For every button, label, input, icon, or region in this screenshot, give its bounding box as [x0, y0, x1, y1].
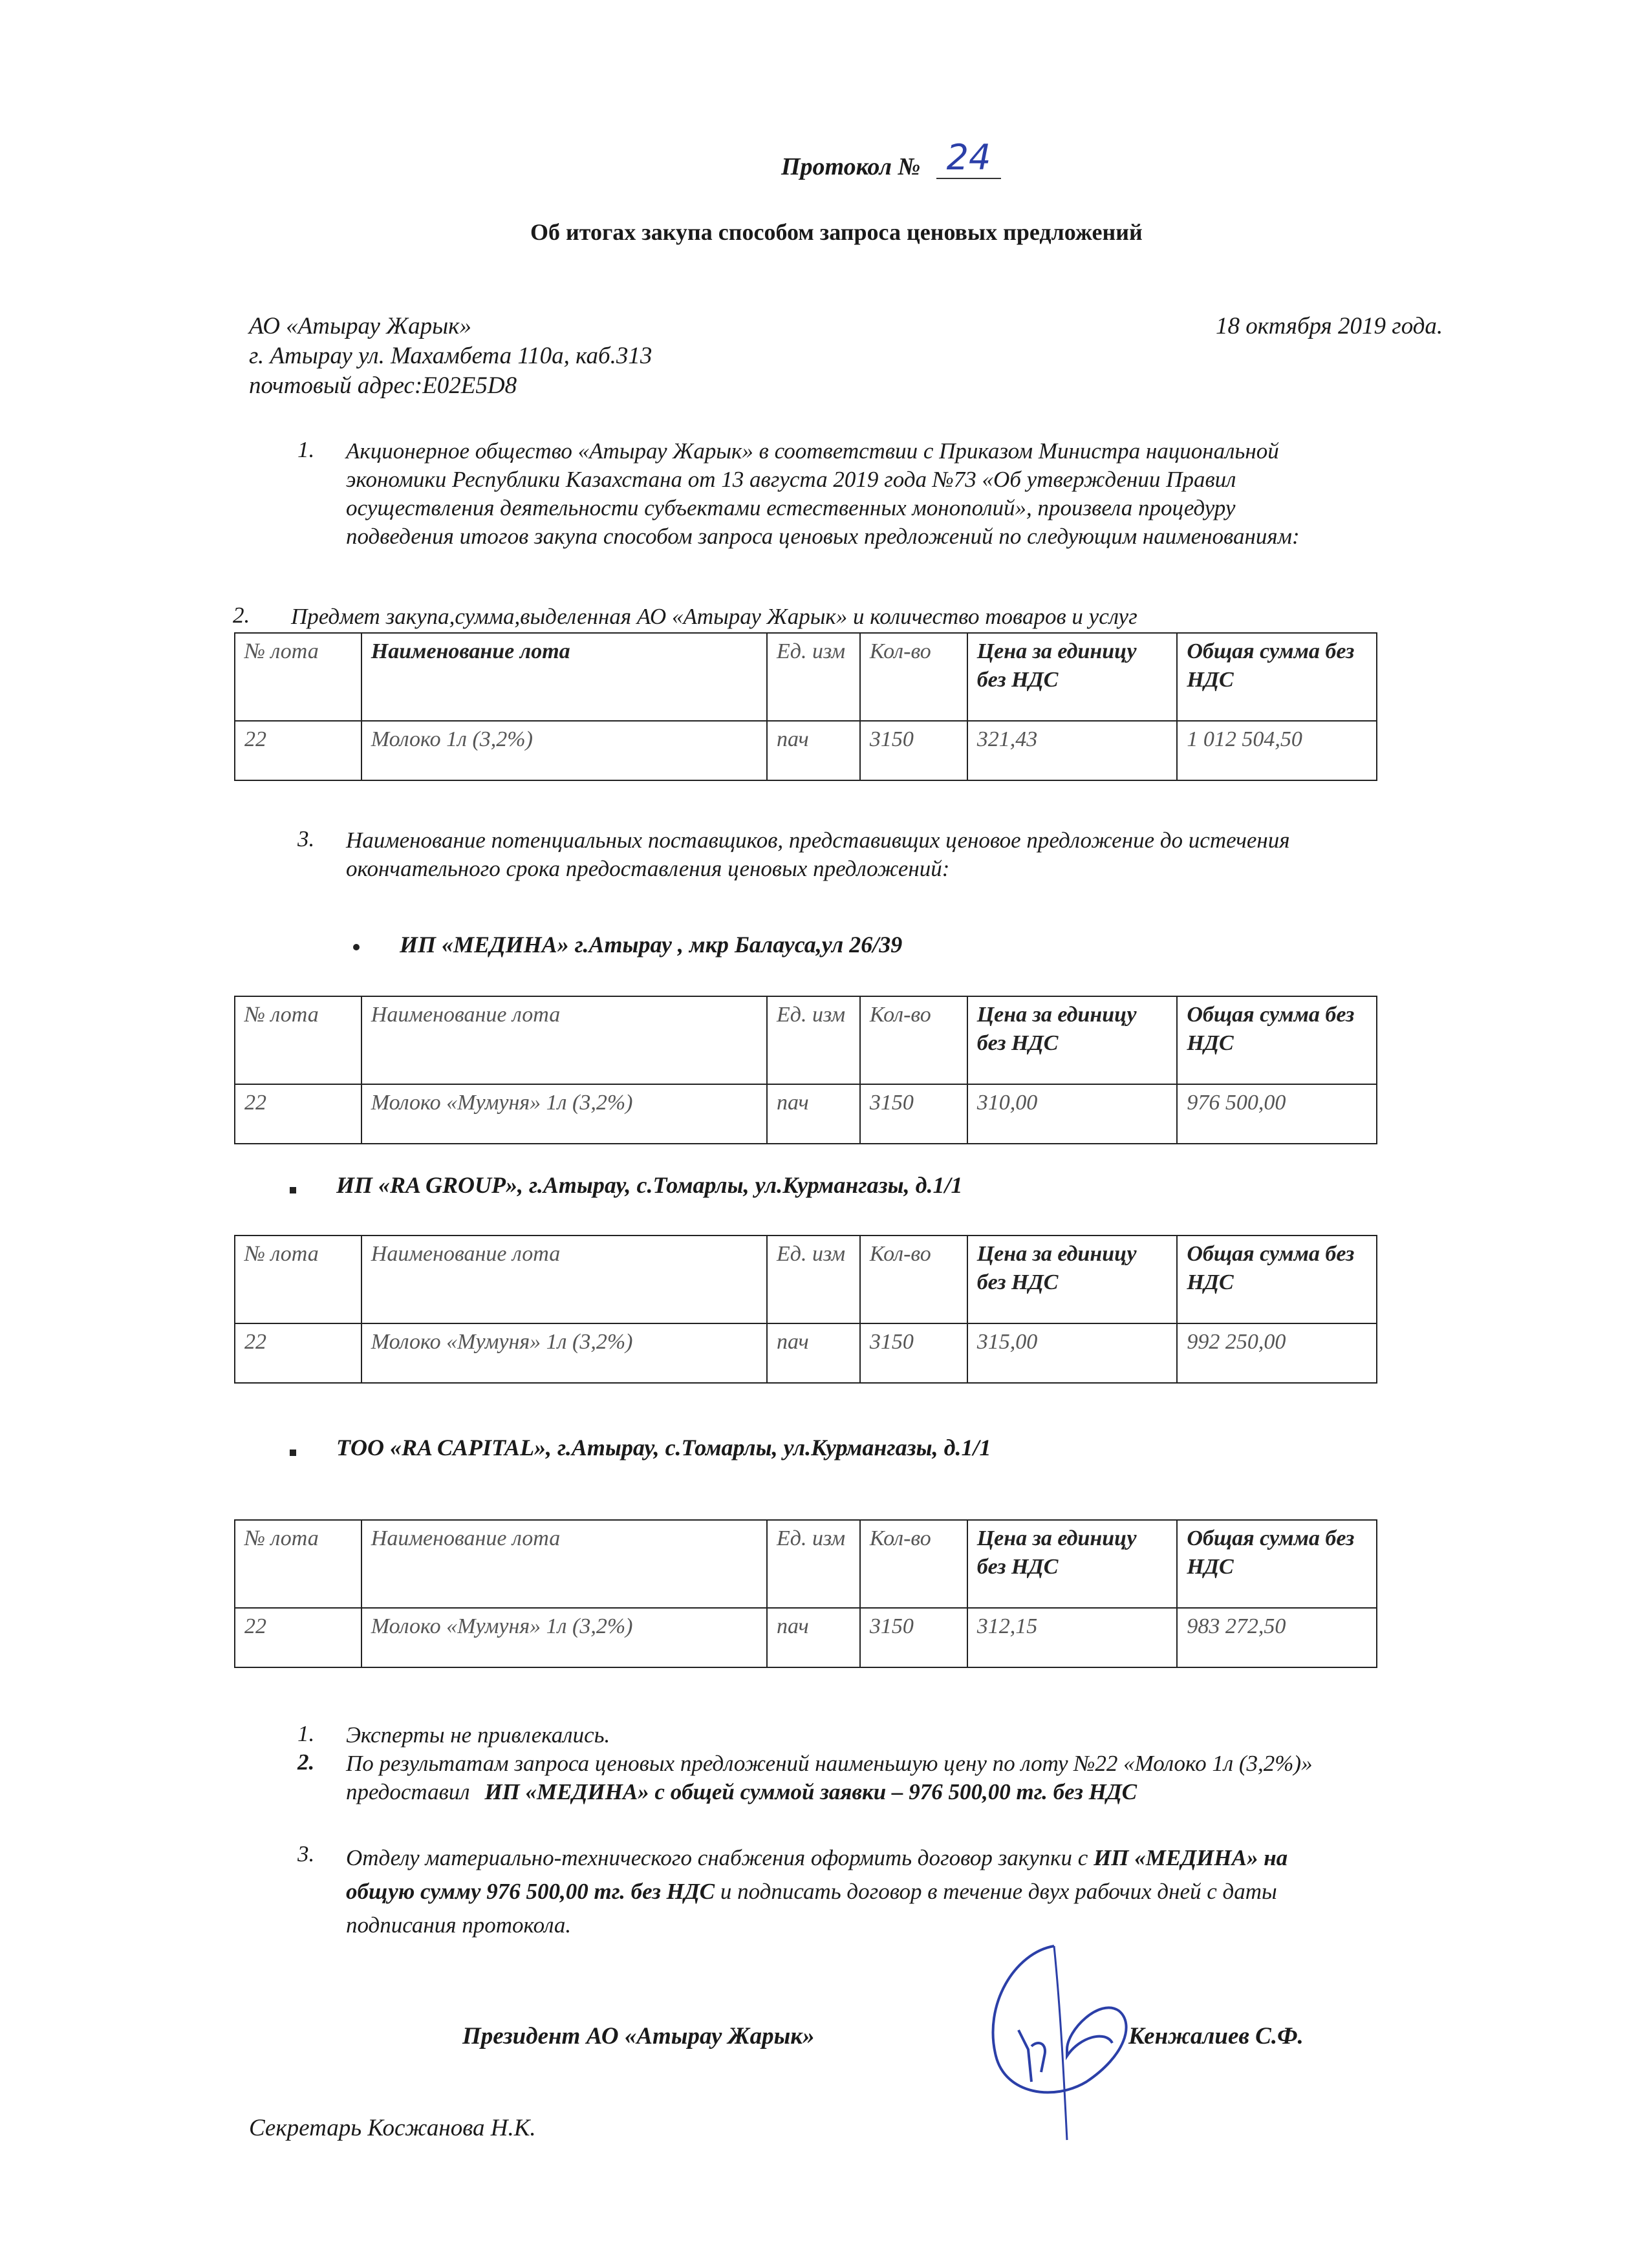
table-row — [235, 1608, 1377, 1667]
col-total: Общая сумма без НДС — [1177, 633, 1377, 721]
section1-line: Акционерное общество «Атырау Жарык» в соответствии с Приказом Министра национальной — [346, 438, 1279, 464]
col-total: Общая сумма без НДС — [1177, 1520, 1377, 1608]
col-price: Цена за единицу без НДС — [967, 633, 1178, 721]
cell-unit: пач — [767, 1323, 860, 1383]
cell-price: 310,00 — [967, 1084, 1178, 1144]
section2-number: 2. — [233, 603, 250, 628]
supplier-2-table — [234, 1235, 1377, 1384]
section1-number: 1. — [297, 437, 315, 462]
supplier-2-name: ИП «RA GROUP», г.Атырау, с.Томарлы, ул.Курмангазы, д.1/1 — [336, 1172, 963, 1198]
cell-total: 976 500,00 — [1177, 1084, 1377, 1144]
conclusion-3-amount: общую сумму 976 500,00 тг. без НДС — [346, 1879, 715, 1904]
col-qty: Кол-во — [860, 996, 967, 1084]
cell-unit: пач — [767, 1608, 860, 1667]
cell-lot-no: 22 — [235, 1084, 361, 1144]
header-date: 18 октября 2019 года. — [1216, 313, 1443, 339]
table-row — [235, 1323, 1377, 1383]
cell-lot-name: Молоко «Мумуня» 1л (3,2%) — [361, 1323, 767, 1383]
col-qty: Кол-во — [860, 1520, 967, 1608]
cell-price: 312,15 — [967, 1608, 1178, 1667]
col-total: Общая сумма без НДС — [1177, 996, 1377, 1084]
section1-line: подведения итогов закупа способом запроса ценовых предложений по следующим наименованиям: — [346, 524, 1300, 549]
conclusion-2-number: 2. — [297, 1749, 315, 1775]
conclusion-3-number: 3. — [297, 1841, 315, 1867]
cell-qty: 3150 — [860, 1608, 967, 1667]
col-lot-no: № лота — [235, 633, 361, 721]
cell-total: 1 012 504,50 — [1177, 721, 1377, 780]
cell-lot-name: Молоко «Мумуня» 1л (3,2%) — [361, 1608, 767, 1667]
table-row — [235, 721, 1377, 780]
cell-qty: 3150 — [860, 721, 967, 780]
cell-price: 315,00 — [967, 1323, 1178, 1383]
protocol-title-text: Протокол № — [781, 153, 921, 180]
header-address: г. Атырау ул. Махамбета 110а, каб.313 — [249, 343, 652, 369]
main-lot-table — [234, 632, 1377, 781]
conclusion-1-number: 1. — [297, 1721, 315, 1746]
cell-unit: пач — [767, 721, 860, 780]
conclusion-3-part: и подписать договор в течение двух рабочих дней с даты — [720, 1879, 1277, 1904]
col-lot-no: № лота — [235, 1520, 361, 1608]
conclusion-3-line — [346, 1875, 1510, 1909]
col-price: Цена за единицу без НДС — [967, 1236, 1178, 1323]
conclusion-2-winner: ИП «МЕДИНА» с общей суммой заявки – 976 500,00 тг. без НДС — [484, 1779, 1137, 1804]
header-postal: почтовый адрес:Е02Е5D8 — [249, 372, 517, 399]
section3-number: 3. — [297, 826, 315, 851]
section3-line: окончательного срока предоставления ценовых предложений: — [346, 856, 950, 881]
section3-line: Наименование потенциальных поставщиков, представивщих ценовое предложение до истечения — [346, 828, 1290, 853]
president-title: Президент АО «Атырау Жарык» — [462, 2023, 815, 2049]
supplier-3-table — [234, 1519, 1377, 1668]
cell-total: 992 250,00 — [1177, 1323, 1377, 1383]
section1-line: осуществления деятельности субъектами естественных монополий», произвела процедуру — [346, 495, 1236, 520]
bullet-square-icon — [290, 1187, 296, 1193]
table-row — [235, 1084, 1377, 1144]
cell-qty: 3150 — [860, 1084, 967, 1144]
cell-lot-no: 22 — [235, 1608, 361, 1667]
col-total: Общая сумма без НДС — [1177, 1236, 1377, 1323]
protocol-number — [936, 137, 1001, 179]
section1-text — [346, 437, 1510, 551]
cell-lot-no: 22 — [235, 721, 361, 780]
conclusion-3-line: подписания протокола. — [346, 1912, 572, 1938]
col-lot-no: № лота — [235, 1236, 361, 1323]
conclusion-3-winner: ИП «МЕДИНА» на — [1094, 1845, 1288, 1870]
col-lot-name: Наименование лота — [361, 1236, 767, 1323]
conclusion-3-part: Отделу материально-технического снабжения оформить договор закупки с — [346, 1845, 1088, 1870]
conclusion-2-line: По результатам запроса ценовых предложений наименьшую цену по лоту №22 «Молоко 1л (3,2%)» — [346, 1751, 1313, 1776]
col-price: Цена за единицу без НДС — [967, 996, 1178, 1084]
section2-text: Предмет закупа,сумма,выделенная АО «Атырау Жарык» и количество товаров и услуг — [291, 604, 1137, 629]
conclusion-1-text: Эксперты не привлекались. — [346, 1722, 610, 1748]
conclusion-2-prefix: предоставил — [346, 1779, 470, 1804]
president-signature-icon — [957, 1933, 1145, 2146]
bullet-dot-icon — [353, 944, 360, 950]
cell-total: 983 272,50 — [1177, 1608, 1377, 1667]
protocol-number-handwritten: 24 — [946, 137, 991, 178]
cell-lot-name: Молоко «Мумуня» 1л (3,2%) — [361, 1084, 767, 1144]
col-qty: Кол-во — [860, 1236, 967, 1323]
cell-lot-name: Молоко 1л (3,2%) — [361, 721, 767, 780]
supplier-3-name: ТОО «RA CAPITAL», г.Атырау, с.Томарлы, ул.Курмангазы, д.1/1 — [336, 1435, 991, 1460]
col-qty: Кол-во — [860, 633, 967, 721]
section1-line: экономики Республики Казахстана от 13 августа 2019 года №73 «Об утверждении Правил — [346, 467, 1236, 492]
cell-price: 321,43 — [967, 721, 1178, 780]
col-price: Цена за единицу без НДС — [967, 1520, 1178, 1608]
bullet-square-icon — [290, 1450, 296, 1456]
conclusion-2-text — [346, 1749, 1510, 1806]
col-unit: Ед. изм — [767, 1236, 860, 1323]
president-name: Кенжалиев С.Ф. — [1128, 2023, 1304, 2049]
cell-lot-no: 22 — [235, 1323, 361, 1383]
conclusion-2-line — [346, 1778, 1510, 1806]
col-lot-name: Наименование лота — [361, 1520, 767, 1608]
section3-text — [346, 826, 1510, 883]
col-unit: Ед. изм — [767, 633, 860, 721]
col-unit: Ед. изм — [767, 1520, 860, 1608]
cell-unit: пач — [767, 1084, 860, 1144]
protocol-title — [781, 153, 920, 181]
protocol-subtitle: Об итогах закупа способом запроса ценовых предложений — [530, 219, 1143, 245]
header-company: АО «Атырау Жарык» — [249, 313, 471, 339]
supplier-1-name: ИП «МЕДИНА» г.Атырау , мкр Балауса,ул 26/39 — [400, 932, 903, 957]
conclusion-3-line — [346, 1841, 1510, 1875]
col-lot-no: № лота — [235, 996, 361, 1084]
col-unit: Ед. изм — [767, 996, 860, 1084]
cell-qty: 3150 — [860, 1323, 967, 1383]
secretary-line: Секретарь Косжанова Н.К. — [249, 2115, 536, 2141]
col-lot-name: Наименование лота — [361, 996, 767, 1084]
conclusion-3-text — [346, 1841, 1510, 1942]
supplier-1-table — [234, 996, 1377, 1144]
col-lot-name: Наименование лота — [361, 633, 767, 721]
